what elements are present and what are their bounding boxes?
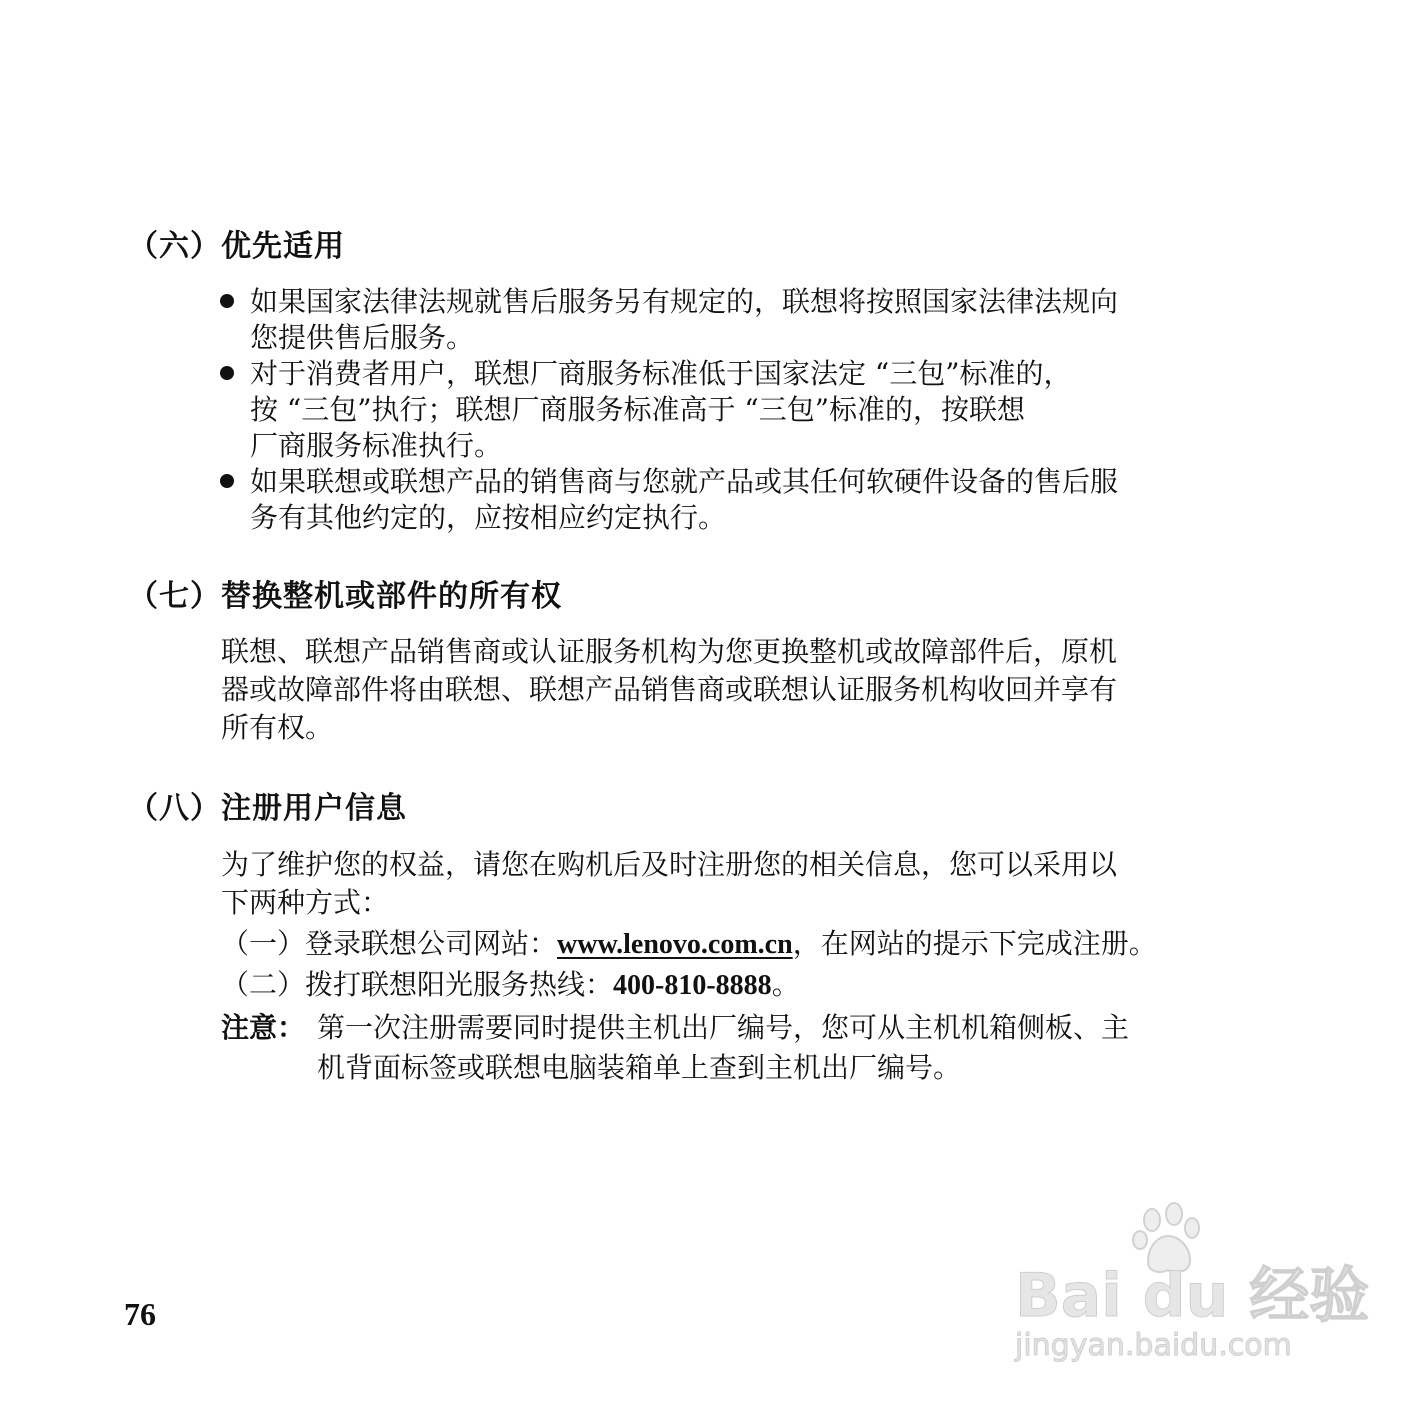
method-prefix: （一）登录 [221, 927, 362, 960]
ownership-paragraph [221, 633, 1281, 747]
lenovo-website-link[interactable]: www.lenovo.com.cn [557, 929, 793, 960]
note-text: ，您可从主机机箱侧板、主 [793, 1011, 1130, 1044]
baidu-jingyan-watermark [995, 1200, 1370, 1390]
section-heading-priority: （六）优先适用 [128, 229, 345, 264]
watermark-brand-text: Bai du 经验 [1015, 1261, 1370, 1331]
list-item [218, 464, 1268, 536]
bullet-line: 按 “三包”执行；联想厂商服务标准高于 “三包”标准的，按联想 [250, 393, 1026, 426]
list-item [218, 284, 1268, 356]
section-heading-ownership: （七）替换整机或部件的所有权 [128, 579, 562, 614]
bullet-line: 务有其他约定的，应按相应约定执行。 [250, 501, 727, 534]
method-label: 联想公司网站： [361, 927, 558, 960]
list-item [218, 356, 1268, 464]
bullet-dot-icon [220, 294, 234, 308]
note-body [317, 1008, 1129, 1088]
bullet-line: 如果联想或联想产品的销售商与您就产品或其任何软硬件设备的售后服 [250, 465, 1119, 498]
note-line [317, 1008, 1129, 1048]
watermark-url-text: jingyan.baidu.com [1015, 1328, 1292, 1363]
method-suffix: 。 [771, 968, 800, 1001]
method-label: 联想阳光服务热线： [361, 968, 614, 1001]
paragraph-line: 下两种方式： [221, 886, 390, 919]
paragraph-line: 器或故障部件将由联想、联想产品销售商或联想认证服务机构收回并享有 [221, 673, 1118, 706]
method-prefix: （二）拨打 [221, 968, 362, 1001]
note-line: 机背面标签或联想电脑装箱单上查到主机出厂编号。 [317, 1051, 962, 1084]
page-number: 76 [124, 1296, 156, 1332]
note-emphasis: 主机出厂编号 [625, 1011, 794, 1044]
registration-method-website [221, 925, 1157, 964]
paragraph-line: 所有权。 [221, 711, 334, 744]
bullet-line: 对于消费者用户，联想厂商服务标准低于国家法定 “三包”标准的， [250, 357, 1072, 390]
bullet-dot-icon [220, 474, 234, 488]
registration-method-hotline [221, 966, 800, 1005]
bullet-line: 您提供售后服务。 [250, 321, 475, 354]
bullet-dot-icon [220, 366, 234, 380]
priority-bullet-list [218, 284, 1268, 536]
method-suffix: ，在网站的提示下完成注册。 [792, 927, 1157, 960]
paragraph-line: 联想、联想产品销售商或认证服务机构为您更换整机或故障部件后，原机 [221, 635, 1118, 668]
note-text: 第一次注册需要同时提供 [317, 1011, 626, 1044]
note-label: 注意： [221, 1011, 306, 1044]
section-heading-registration: （八）注册用户信息 [128, 791, 407, 826]
paragraph-line: 为了维护您的权益，请您在购机后及时注册您的相关信息，您可以采用以 [221, 848, 1118, 881]
bullet-line: 如果国家法律法规就售后服务另有规定的，联想将按照国家法律法规向 [250, 285, 1119, 318]
hotline-number: 400-810-8888 [613, 970, 772, 1001]
bullet-line: 厂商服务标准执行。 [250, 429, 503, 462]
registration-intro [221, 846, 1281, 922]
